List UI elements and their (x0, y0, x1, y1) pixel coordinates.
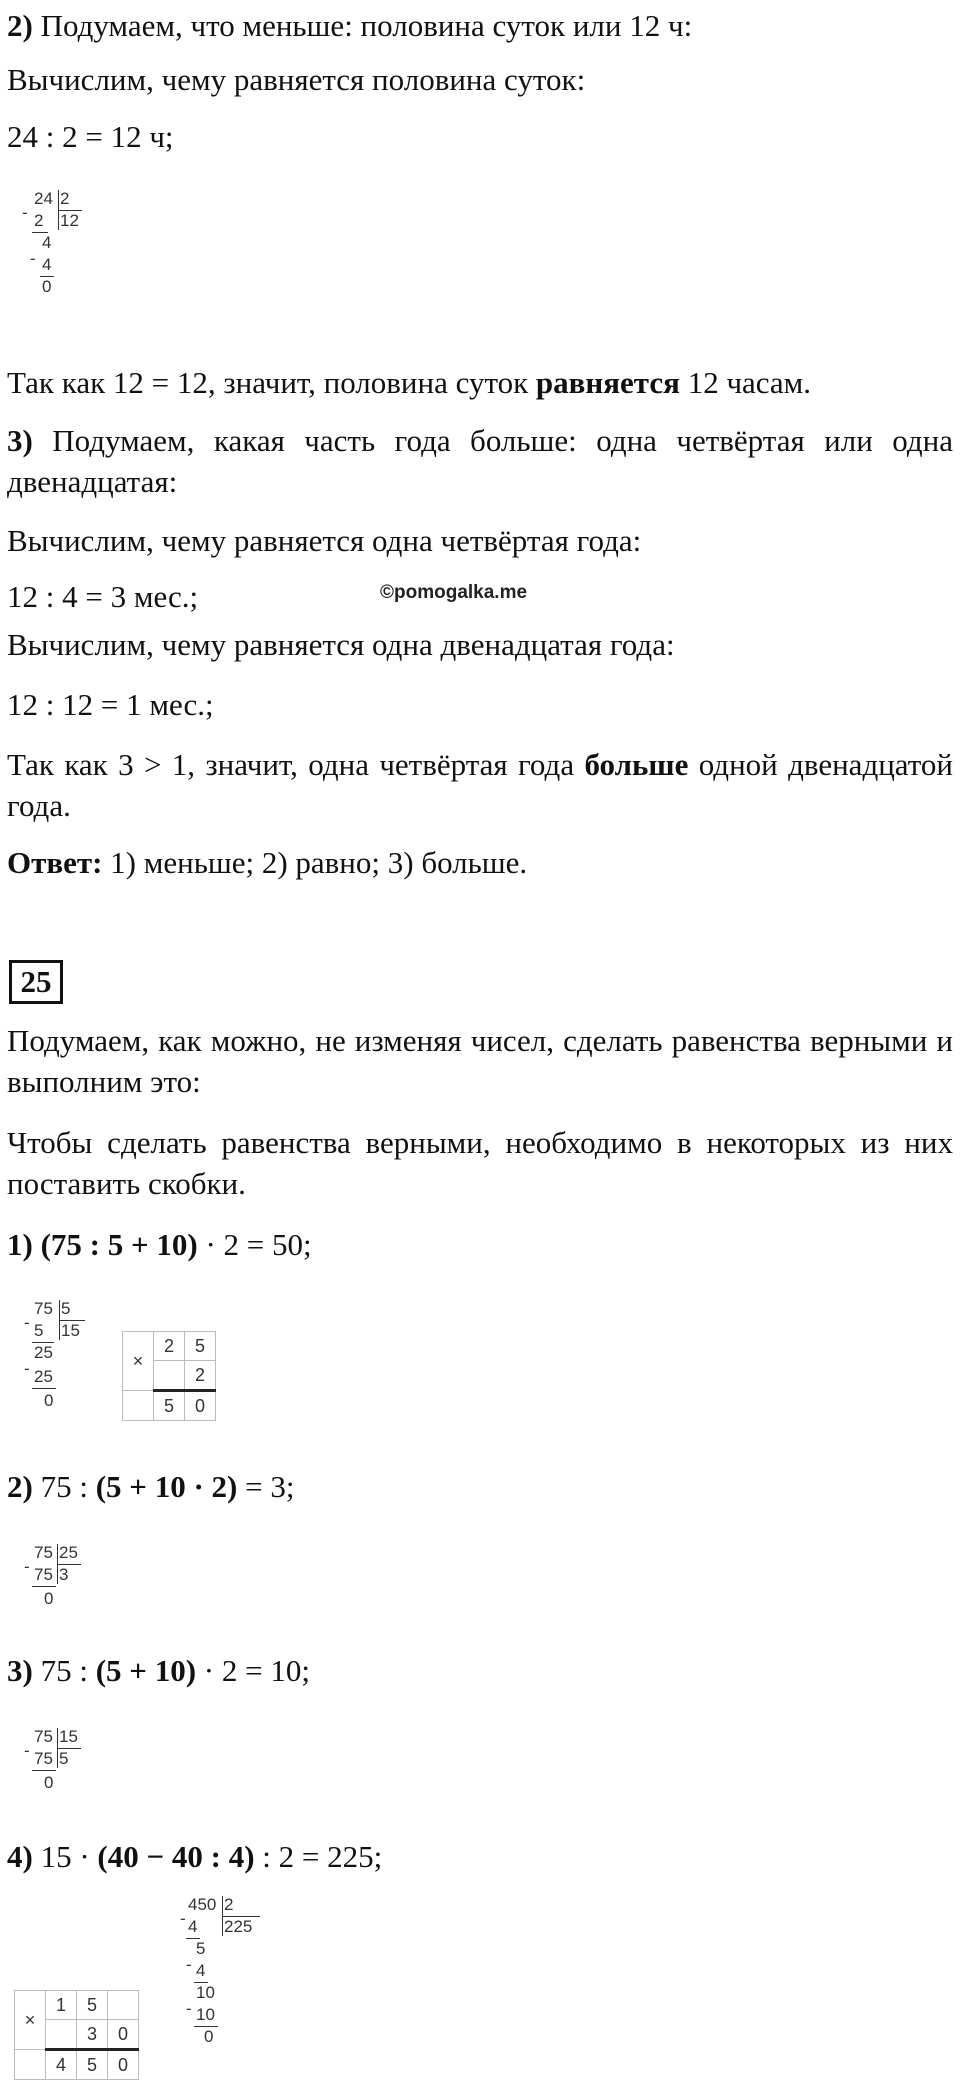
s2-heading: 2) Подумаем, что меньше: половина суток или 12 ч: (7, 8, 693, 43)
task-number-box: 25 (9, 960, 63, 1004)
s2-line1: Вычислим, чему равняется половина суток: (7, 62, 586, 97)
watermark: ©pomogalka.me (380, 582, 528, 603)
multiplication-15x30: × 1 5 3 0 4 5 0 (14, 1990, 139, 2080)
expr-3: 3) 75 : (5 + 10) · 2 = 10; (7, 1653, 310, 1688)
s3-heading: 3) Подумаем, какая часть года больше: одна четвёртая или одна двенадцатая: (7, 423, 953, 499)
s3-equation2: 12 : 12 = 1 мес.; (7, 687, 214, 722)
s3-line2: Вычислим, чему равняется одна двенадцатая года: (7, 627, 675, 662)
s2-equation: 24 : 2 = 12 ч; (7, 119, 174, 154)
s3-equation1: 12 : 4 = 3 мес.; (7, 579, 199, 614)
s3-line1: Вычислим, чему равняется одна четвёртая года: (7, 523, 642, 558)
divisor: 2 (60, 189, 70, 208)
expr-1: 1) (75 : 5 + 10) · 2 = 50; (7, 1227, 312, 1262)
multiplication-25x2: × 2 5 2 5 0 (122, 1331, 216, 1421)
dividend: 24 (34, 189, 53, 208)
s3-conclusion: Так как 3 > 1, значит, одна четвёртая года больше одной двенадцатой года. (7, 747, 953, 823)
task25-intro: Подумаем, как можно, не изменяя чисел, сделать равенства верными и выполним это: (7, 1023, 953, 1099)
task25-intro2: Чтобы сделать равенства верными, необходимо в некоторых из них поставить скобки. (7, 1125, 953, 1201)
s2-conclusion: Так как 12 = 12, значит, половина суток равняется 12 часам. (7, 365, 812, 400)
expr-4: 4) 15 · (40 − 40 : 4) : 2 = 225; (7, 1839, 383, 1874)
expr-2: 2) 75 : (5 + 10 · 2) = 3; (7, 1469, 295, 1504)
quotient: 12 (60, 211, 79, 230)
answer: Ответ: 1) меньше; 2) равно; 3) больше. (7, 845, 528, 880)
